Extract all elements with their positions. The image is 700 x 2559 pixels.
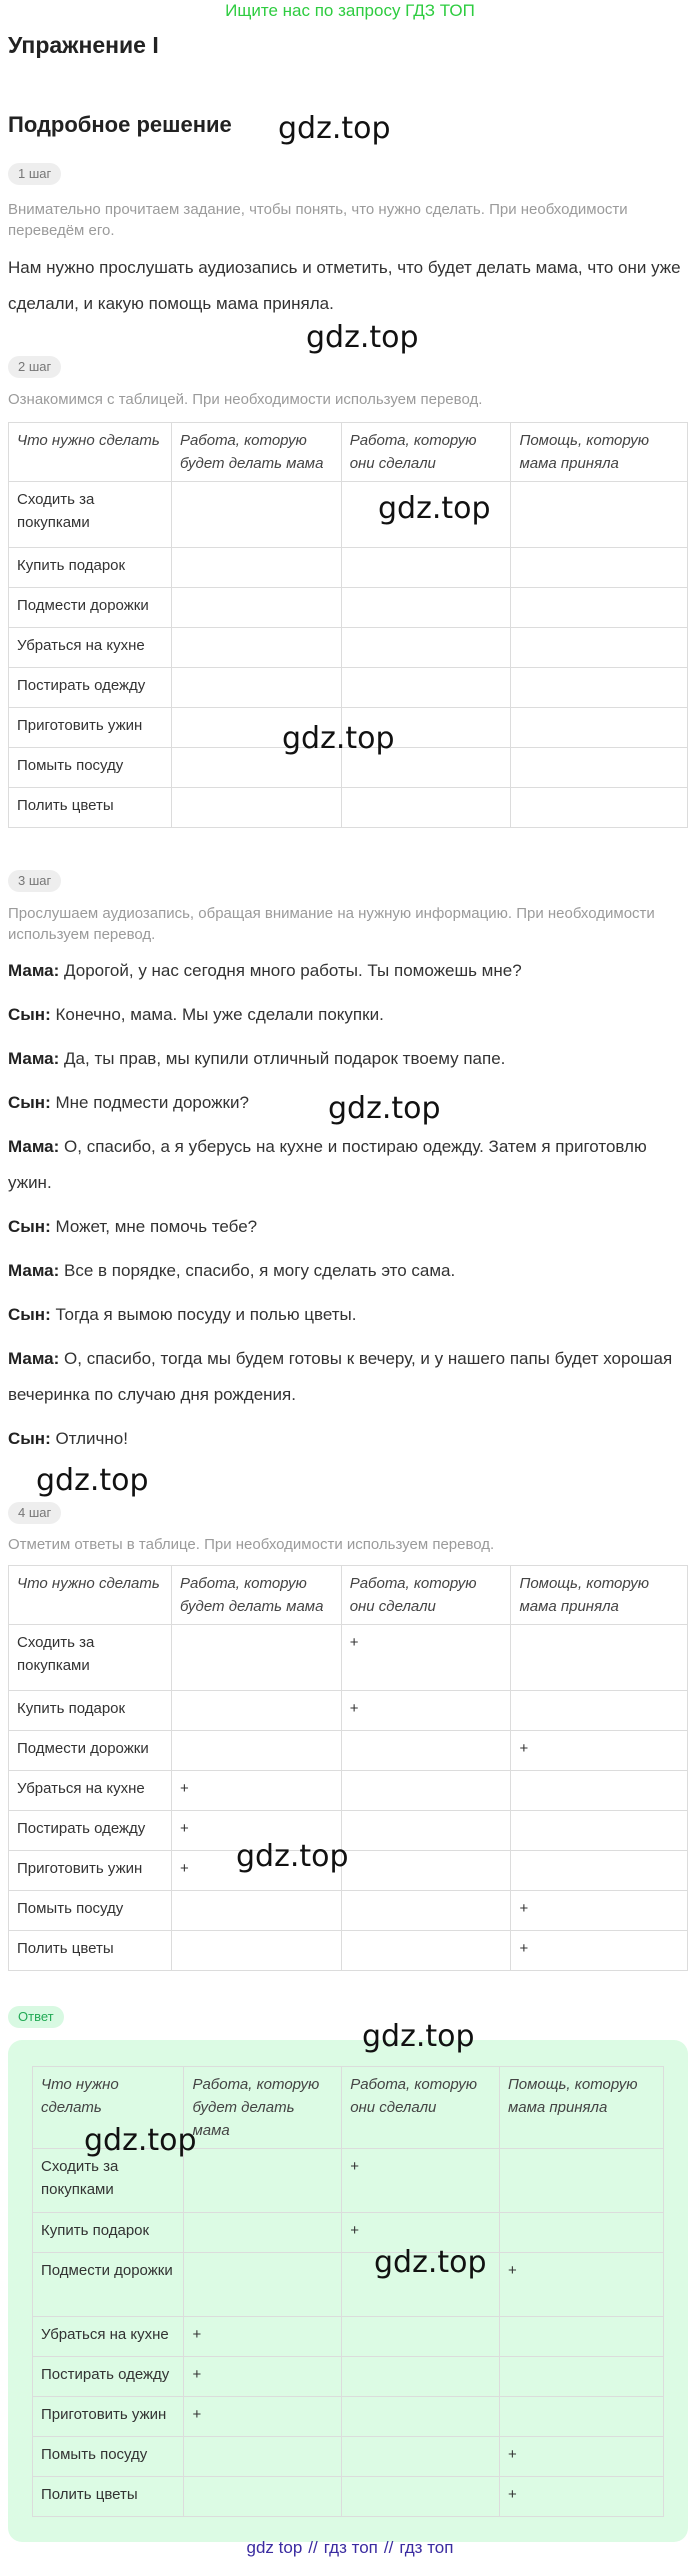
mark-cell (499, 2317, 663, 2357)
column-header: Помощь, которую мама приняла (511, 423, 688, 482)
table-row (33, 2397, 664, 2437)
mark-cell (341, 628, 511, 668)
mark-cell (341, 1771, 511, 1811)
task-cell: Купить подарок (9, 548, 172, 588)
table-row (9, 1625, 688, 1691)
mark-cell (171, 628, 341, 668)
bottom-link[interactable]: гдз топ (399, 2538, 454, 2557)
task-cell: Постирать одежду (9, 668, 172, 708)
answer-badge: Ответ (8, 2006, 64, 2028)
table-row (9, 788, 688, 828)
task-cell: Сходить за покупками (9, 482, 172, 548)
mark-cell: + (184, 2317, 342, 2357)
table-header-row (9, 423, 688, 482)
watermark: gdz.top (306, 320, 419, 355)
dialogue-text: Может, мне помочь тебе? (55, 1217, 258, 1236)
mark-cell (184, 2477, 342, 2517)
top-search-link[interactable]: Ищите нас по запросу ГДЗ ТОП (225, 1, 475, 20)
mark-cell: + (511, 1931, 688, 1971)
mark-cell: + (341, 1691, 511, 1731)
task-cell: Купить подарок (33, 2213, 184, 2253)
mark-cell: + (184, 2357, 342, 2397)
table-row (9, 482, 688, 548)
table-row (9, 1931, 688, 1971)
dialogue-text: Да, ты прав, мы купили отличный подарок твоему папе. (64, 1049, 506, 1068)
mark-cell (499, 2397, 663, 2437)
bottom-link[interactable]: гдз топ (323, 2538, 378, 2557)
table-row (33, 2213, 664, 2253)
mark-cell (342, 2477, 500, 2517)
step-3-hint: Прослушаем аудиозапись, обращая внимание на нужную информацию. При необходимости используем перевод. (8, 905, 655, 943)
dialogue-line (8, 1297, 688, 1333)
task-cell: Убраться на кухне (9, 1771, 172, 1811)
dialogue-text: Конечно, мама. Мы уже сделали покупки. (55, 1005, 384, 1024)
task-table-filled (8, 1565, 688, 1971)
mark-cell (184, 2213, 342, 2253)
table-header-row (9, 1566, 688, 1625)
mark-cell (511, 628, 688, 668)
table-row (33, 2253, 664, 2317)
speaker-name: Сын: (8, 1093, 51, 1112)
mark-cell (511, 1625, 688, 1691)
bottom-links (0, 2538, 700, 2558)
dialogue-text: Мне подмести дорожки? (55, 1093, 249, 1112)
mark-cell (171, 482, 341, 548)
mark-cell (342, 2397, 500, 2437)
column-header: Работа, которую будет делать мама (184, 2067, 342, 2149)
speaker-name: Сын: (8, 1217, 51, 1236)
column-header: Что нужно сделать (9, 423, 172, 482)
speaker-name: Мама: (8, 1137, 60, 1156)
task-cell: Постирать одежду (33, 2357, 184, 2397)
speaker-name: Мама: (8, 1261, 60, 1280)
mark-cell (341, 1851, 511, 1891)
mark-cell (511, 788, 688, 828)
dialogue-line (8, 1341, 688, 1413)
column-header: Работа, которую они сделали (342, 2067, 500, 2149)
task-cell: Убраться на кухне (9, 628, 172, 668)
column-header: Помощь, которую мама приняла (511, 1566, 688, 1625)
dialogue-line (8, 1129, 688, 1201)
table-row (33, 2149, 664, 2213)
mark-cell (184, 2149, 342, 2213)
dialogue-text: Отлично! (55, 1429, 128, 1448)
watermark: gdz.top (328, 1091, 441, 1126)
mark-cell (511, 548, 688, 588)
column-header: Что нужно сделать (9, 1566, 172, 1625)
task-cell: Помыть посуду (33, 2437, 184, 2477)
mark-cell (171, 668, 341, 708)
column-header: Работа, которую они сделали (341, 1566, 511, 1625)
mark-cell: + (341, 1625, 511, 1691)
bottom-separator: // (383, 2538, 394, 2557)
dialogue-text: Все в порядке, спасибо, я могу сделать это сама. (64, 1261, 456, 1280)
mark-cell (511, 748, 688, 788)
dialogue-line (8, 997, 688, 1033)
mark-cell (511, 1811, 688, 1851)
table-row (9, 668, 688, 708)
mark-cell (341, 1731, 511, 1771)
mark-cell (499, 2213, 663, 2253)
speaker-name: Мама: (8, 961, 60, 980)
task-cell: Приготовить ужин (9, 708, 172, 748)
mark-cell: + (184, 2397, 342, 2437)
step-1-text: Нам нужно прослушать аудиозапись и отметить, что будет делать мама, что они уже сделали, и какую помощь мама приняла. (8, 258, 681, 313)
speaker-name: Мама: (8, 1049, 60, 1068)
task-cell: Помыть посуду (9, 748, 172, 788)
task-cell: Купить подарок (9, 1691, 172, 1731)
task-cell: Приготовить ужин (9, 1851, 172, 1891)
column-header: Помощь, которую мама приняла (499, 2067, 663, 2149)
mark-cell (499, 2357, 663, 2397)
mark-cell: + (171, 1771, 341, 1811)
mark-cell: + (171, 1811, 341, 1851)
table-row (9, 588, 688, 628)
mark-cell: + (511, 1731, 688, 1771)
watermark: gdz.top (236, 1839, 349, 1874)
mark-cell (171, 1931, 341, 1971)
speaker-name: Мама: (8, 1349, 60, 1368)
watermark: gdz.top (374, 2245, 487, 2280)
step-2-hint: Ознакомимся с таблицей. При необходимости используем перевод. (8, 391, 483, 408)
task-table-empty (8, 422, 688, 828)
step-badge-1: 1 шаг (8, 163, 61, 185)
mark-cell (499, 2149, 663, 2213)
mark-cell (511, 482, 688, 548)
mark-cell (511, 1691, 688, 1731)
dialogue-text: О, спасибо, а я уберусь на кухне и постираю одежду. Затем я приготовлю ужин. (8, 1137, 647, 1192)
mark-cell (341, 548, 511, 588)
mark-cell (171, 788, 341, 828)
mark-cell (184, 2253, 342, 2317)
watermark: gdz.top (378, 491, 491, 526)
mark-cell (171, 1891, 341, 1931)
table-row (9, 1731, 688, 1771)
task-cell: Помыть посуду (9, 1891, 172, 1931)
watermark: gdz.top (282, 721, 395, 756)
dialogue-line (8, 953, 688, 989)
mark-cell: + (342, 2149, 500, 2213)
mark-cell (341, 668, 511, 708)
watermark: gdz.top (278, 111, 391, 146)
step-badge-3: 3 шаг (8, 870, 61, 892)
watermark: gdz.top (84, 2123, 197, 2158)
watermark: gdz.top (36, 1463, 149, 1498)
mark-cell (342, 2357, 500, 2397)
mark-cell (171, 1625, 341, 1691)
mark-cell: + (499, 2437, 663, 2477)
speaker-name: Сын: (8, 1305, 51, 1324)
exercise-title: Упражнение I (8, 32, 159, 58)
table-row (9, 1771, 688, 1811)
speaker-name: Сын: (8, 1005, 51, 1024)
table-row (33, 2357, 664, 2397)
dialogue-line (8, 1041, 688, 1077)
dialogue-line (8, 1421, 688, 1457)
dialogue (8, 953, 688, 1465)
mark-cell: + (499, 2253, 663, 2317)
step-badge-4: 4 шаг (8, 1502, 61, 1524)
table-row (33, 2437, 664, 2477)
mark-cell: + (499, 2477, 663, 2517)
column-header: Работа, которую будет делать мама (171, 423, 341, 482)
table-row (9, 548, 688, 588)
task-cell: Убраться на кухне (33, 2317, 184, 2357)
task-cell: Сходить за покупками (9, 1625, 172, 1691)
mark-cell (341, 1811, 511, 1851)
task-cell: Подмести дорожки (33, 2253, 184, 2317)
speaker-name: Сын: (8, 1429, 51, 1448)
step-4-hint: Отметим ответы в таблице. При необходимости используем перевод. (8, 1536, 495, 1553)
mark-cell (341, 788, 511, 828)
task-cell: Подмести дорожки (9, 1731, 172, 1771)
task-cell: Полить цветы (9, 1931, 172, 1971)
table-row (33, 2317, 664, 2357)
bottom-separator: // (308, 2538, 318, 2557)
dialogue-line (8, 1209, 688, 1245)
table-row (9, 1691, 688, 1731)
mark-cell (511, 1771, 688, 1811)
task-cell: Сходить за покупками (33, 2149, 184, 2213)
dialogue-line (8, 1253, 688, 1289)
mark-cell (342, 2437, 500, 2477)
task-cell: Подмести дорожки (9, 588, 172, 628)
table-row (33, 2477, 664, 2517)
mark-cell (171, 548, 341, 588)
table-row (9, 628, 688, 668)
mark-cell: + (342, 2213, 500, 2253)
section-title: Подробное решение (8, 112, 232, 137)
step-1-hint: Внимательно прочитаем задание, чтобы понять, что нужно сделать. При необходимости переведём его. (8, 201, 628, 239)
watermark: gdz.top (362, 2019, 475, 2054)
mark-cell (511, 1851, 688, 1891)
mark-cell (184, 2437, 342, 2477)
mark-cell (341, 1931, 511, 1971)
step-badge-2: 2 шаг (8, 356, 61, 378)
mark-cell (511, 588, 688, 628)
mark-cell (511, 708, 688, 748)
mark-cell (341, 588, 511, 628)
dialogue-text: Дорогой, у нас сегодня много работы. Ты поможешь мне? (64, 961, 522, 980)
task-cell: Полить цветы (33, 2477, 184, 2517)
mark-cell (341, 1891, 511, 1931)
dialogue-text: Тогда я вымою посуду и полью цветы. (55, 1305, 357, 1324)
mark-cell: + (171, 1851, 341, 1891)
mark-cell (171, 1691, 341, 1731)
mark-cell (171, 1731, 341, 1771)
column-header: Работа, которую они сделали (341, 423, 511, 482)
dialogue-text: О, спасибо, тогда мы будем готовы к вечеру, и у нашего папы будет хорошая вечеринка по случаю дня рождения. (8, 1349, 673, 1404)
mark-cell: + (511, 1891, 688, 1931)
task-cell: Приготовить ужин (33, 2397, 184, 2437)
mark-cell (171, 588, 341, 628)
task-cell: Постирать одежду (9, 1811, 172, 1851)
mark-cell (511, 668, 688, 708)
table-row (9, 1891, 688, 1931)
mark-cell (342, 2317, 500, 2357)
bottom-link[interactable]: gdz top (246, 2538, 303, 2557)
task-cell: Полить цветы (9, 788, 172, 828)
column-header: Что нужно сделать (33, 2067, 184, 2149)
column-header: Работа, которую будет делать мама (171, 1566, 341, 1625)
